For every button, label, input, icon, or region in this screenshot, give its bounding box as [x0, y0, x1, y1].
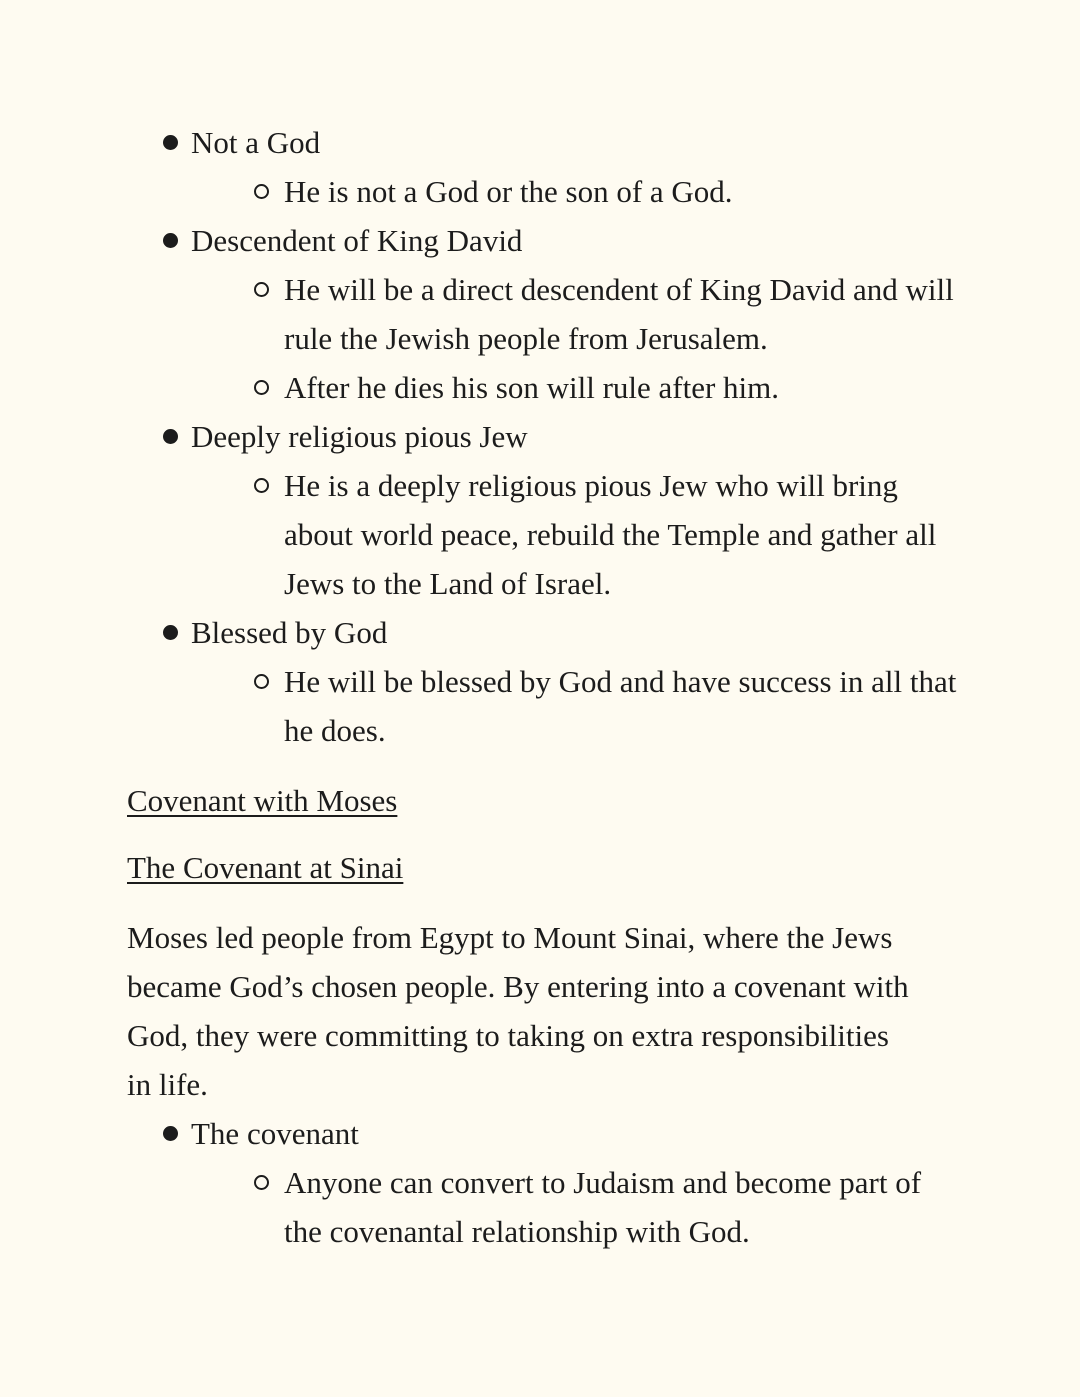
list-item [163, 118, 960, 216]
body-paragraph: Moses led people from Egypt to Mount Sinai, where the Jews became God’s chosen people. By entering into a covenant with God, they were committing to taking on extra responsibilities in life. [127, 920, 909, 1102]
heading-covenant-with-moses: Covenant with Moses [127, 783, 398, 818]
list-item [163, 1109, 960, 1256]
bullet-list-covenant [127, 1109, 960, 1256]
sub-list-item-text: Anyone can convert to Judaism and become part of the covenantal relationship with God. [284, 1165, 922, 1249]
filled-bullet-icon [163, 429, 178, 444]
filled-bullet-icon [163, 625, 178, 640]
sub-list-item-text: After he dies his son will rule after him. [284, 370, 780, 405]
filled-bullet-icon [163, 1126, 178, 1141]
sub-list-item-text: He is not a God or the son of a God. [284, 174, 733, 209]
sub-list-item [254, 167, 960, 216]
sub-list-item [254, 461, 960, 608]
sub-list-item [254, 1158, 960, 1256]
sub-list-item [254, 363, 960, 412]
hollow-bullet-icon [254, 478, 269, 493]
hollow-bullet-icon [254, 184, 269, 199]
sub-list [191, 265, 960, 412]
sub-list-item [254, 265, 960, 363]
hollow-bullet-icon [254, 282, 269, 297]
hollow-bullet-icon [254, 380, 269, 395]
filled-bullet-icon [163, 233, 178, 248]
bullet-list-messiah [127, 118, 960, 755]
list-item [163, 216, 960, 412]
list-item-label: Deeply religious pious Jew [191, 419, 528, 454]
heading-covenant-at-sinai: The Covenant at Sinai [127, 850, 404, 885]
sub-list-item-text: He is a deeply religious pious Jew who will bring about world peace, rebuild the Temple and gather all Jews to the Land of Israel. [284, 468, 937, 601]
hollow-bullet-icon [254, 674, 269, 689]
sub-list [191, 1158, 960, 1256]
sub-list-item-text: He will be a direct descendent of King David and will rule the Jewish people from Jerusalem. [284, 272, 954, 356]
hollow-bullet-icon [254, 1175, 269, 1190]
list-item-label: Descendent of King David [191, 223, 523, 258]
sub-list [191, 657, 960, 755]
list-item-label: Not a God [191, 125, 321, 160]
list-item-label: The covenant [191, 1116, 359, 1151]
list-item [163, 608, 960, 755]
list-item-label: Blessed by God [191, 615, 388, 650]
sub-list [191, 461, 960, 608]
sub-list-item [254, 657, 960, 755]
filled-bullet-icon [163, 135, 178, 150]
sub-list [191, 167, 960, 216]
list-item [163, 412, 960, 608]
sub-list-item-text: He will be blessed by God and have success in all that he does. [284, 664, 957, 748]
